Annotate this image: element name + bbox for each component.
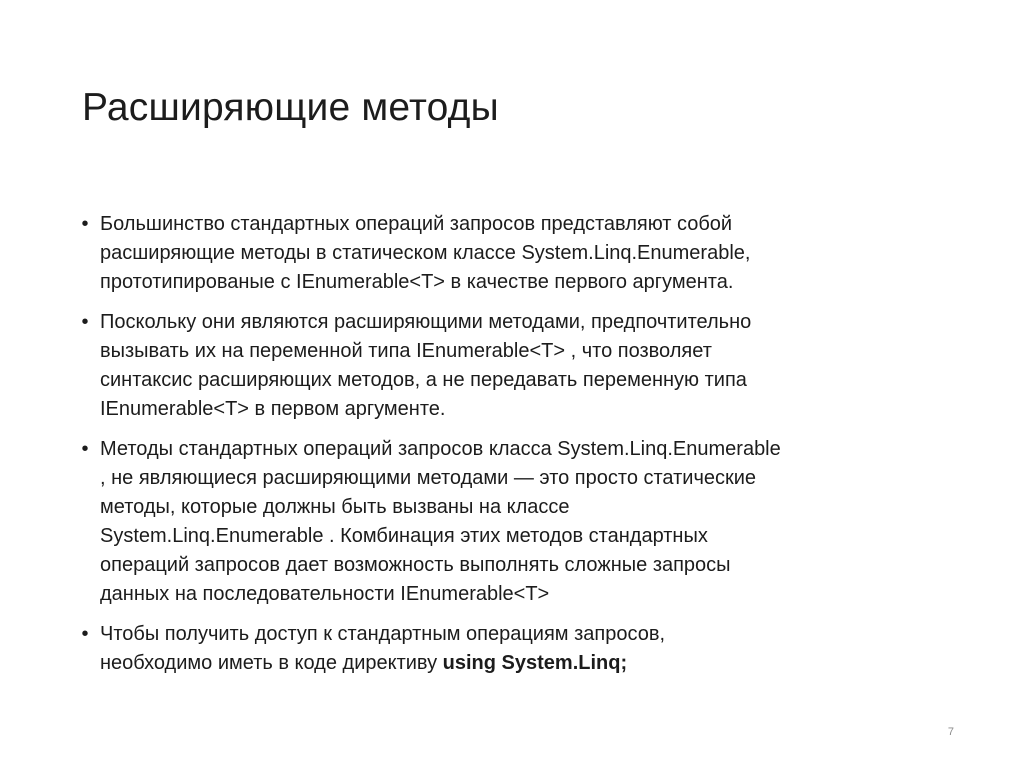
- bullet-text: Методы стандартных операций запросов класса System.Linq.Enumerable , не являющиеся расширяющими методами — это просто статические методы, которые должны быть вызваны на классе System.Linq.Enumerable . Комбинация этих методов стандартных операций запросов дает возможность выполнять сложные запросы данных на последовательности IEnumerable<T>: [100, 438, 781, 605]
- bullet-text-with-code: [100, 620, 958, 678]
- bullet-text: Поскольку они являются расширяющими методами, предпочтительно вызывать их на переменной типа IEnumerable<T> , что позволяет синтаксис расширяющих методов, а не передавать переменную типа IEnumerable<T> в первом аргументе.: [100, 311, 752, 420]
- bullet-item-2: [78, 308, 958, 424]
- slide-title: Расширяющие методы: [82, 86, 499, 129]
- bullet-dot-icon: •: [81, 213, 89, 235]
- bullet-text: Чтобы получить доступ к стандартным операциям запросов, необходимо иметь в коде директиву: [100, 623, 666, 674]
- using-directive-code: using System.Linq;: [442, 652, 628, 674]
- bullet-dot-icon: •: [81, 438, 89, 460]
- bullet-dot-icon: •: [81, 311, 89, 333]
- bullet-item-1: [78, 210, 958, 297]
- bullet-dot-icon: •: [81, 623, 89, 645]
- bullet-text: Большинство стандартных операций запросов представляют собой расширяющие методы в статическом классе System.Linq.Enumerable, прототипированые с IEnumerable<T> в качестве первого аргумента.: [100, 213, 751, 293]
- bullet-item-3: [78, 435, 958, 609]
- bullet-list: [78, 210, 958, 689]
- page-number: 7: [947, 726, 954, 738]
- bullet-item-4: [78, 620, 958, 678]
